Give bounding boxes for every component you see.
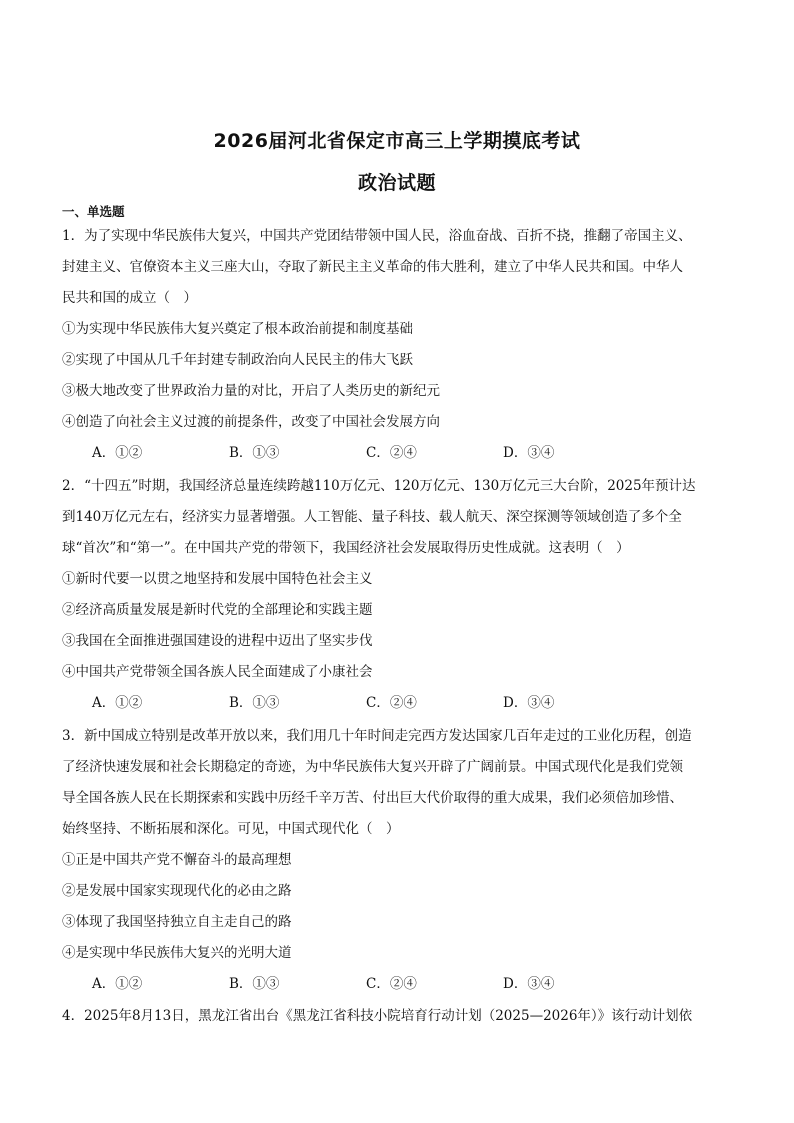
statement-option-2: ②实现了中国从几千年封建专制政治向人民民主的伟大飞跃 (62, 352, 413, 368)
choice-a[interactable]: A．①② (92, 976, 143, 992)
choice-b[interactable]: B．①③ (229, 445, 280, 461)
choice-c[interactable]: C．②④ (366, 445, 417, 461)
question-2 (62, 474, 738, 722)
question-3 (62, 724, 738, 1003)
question-text-line: 球“首次”和“第一”。在中国共产党的带领下，我国经济社会发展取得历史性成就。这表明（ ） (62, 540, 630, 556)
statement-option-1: ①正是中国共产党不懈奋斗的最高理想 (62, 852, 292, 868)
question-text-line: 2．“十四五”时期，我国经济总量连续跨越110万亿元、120万亿元、130万亿元三大台阶，2025年预计达 (62, 478, 696, 494)
statement-option-3: ③体现了我国坚持独立自主走自己的路 (62, 914, 292, 930)
choice-a[interactable]: A．①② (92, 445, 143, 461)
choice-d[interactable]: D．③④ (503, 445, 555, 461)
question-text-line: 了经济快速发展和社会长期稳定的奇迹，为中华民族伟大复兴开辟了广阔前景。中国式现代化是我们党领 (62, 759, 683, 775)
question-text-line: 1．为了实现中华民族伟大复兴，中国共产党团结带领中国人民，浴血奋战、百折不挠，推翻了帝国主义、 (62, 228, 692, 244)
statement-option-1: ①新时代要一以贯之地坚持和发展中国特色社会主义 (62, 571, 373, 587)
choice-d[interactable]: D．③④ (503, 695, 555, 711)
statement-option-3: ③我国在全面推进强国建设的进程中迈出了坚实步伐 (62, 633, 373, 649)
statement-option-1: ①为实现中华民族伟大复兴奠定了根本政治前提和制度基础 (62, 321, 413, 337)
answer-choices (62, 972, 738, 1003)
question-text-line: 民共和国的成立（ ） (62, 290, 197, 306)
statement-option-4: ④中国共产党带领全国各族人民全面建成了小康社会 (62, 664, 373, 680)
statement-option-2: ②经济高质量发展是新时代党的全部理论和实践主题 (62, 602, 373, 618)
choice-b[interactable]: B．①③ (229, 695, 280, 711)
statement-option-4: ④是实现中华民族伟大复兴的光明大道 (62, 945, 292, 961)
question-4 (62, 1004, 738, 1035)
answer-choices (62, 691, 738, 722)
section-heading: 一、单选题 (62, 204, 125, 219)
answer-choices (62, 441, 738, 472)
question-text-line: 到140万亿元左右，经济实力显著增强。人工智能、量子科技、载人航天、深空探测等领域创造了多个全 (62, 509, 682, 525)
choice-c[interactable]: C．②④ (366, 695, 417, 711)
statement-option-3: ③极大地改变了世界政治力量的对比，开启了人类历史的新纪元 (62, 383, 440, 399)
question-text-line: 始终坚持、不断拓展和深化。可见，中国式现代化（ ） (62, 821, 400, 837)
choice-a[interactable]: A．①② (92, 695, 143, 711)
question-text-line: 3．新中国成立特别是改革开放以来，我们用几十年时间走完西方发达国家几百年走过的工业化历程，创造 (62, 728, 692, 744)
choice-d[interactable]: D．③④ (503, 976, 555, 992)
choice-b[interactable]: B．①③ (229, 976, 280, 992)
question-text-line: 封建主义、官僚资本主义三座大山，夺取了新民主主义革命的伟大胜利，建立了中华人民共和国。中华人 (62, 259, 683, 275)
choice-c[interactable]: C．②④ (366, 976, 417, 992)
statement-option-2: ②是发展中国家实现现代化的必由之路 (62, 883, 292, 899)
statement-option-4: ④创造了向社会主义过渡的前提条件，改变了中国社会发展方向 (62, 414, 440, 430)
question-text-line: 4．2025年8月13日，黑龙江省出台《黑龙江省科技小院培育行动计划（2025—2026年）》该行动计划依 (62, 1008, 693, 1024)
question-text-line: 导全国各族人民在长期探索和实践中历经千辛万苦、付出巨大代价取得的重大成果，我们必须倍加珍惜、 (62, 790, 683, 806)
exam-subtitle: 政治试题 (357, 172, 436, 194)
question-1 (62, 224, 738, 472)
exam-title: 2026届河北省保定市高三上学期摸底考试 (213, 130, 581, 152)
